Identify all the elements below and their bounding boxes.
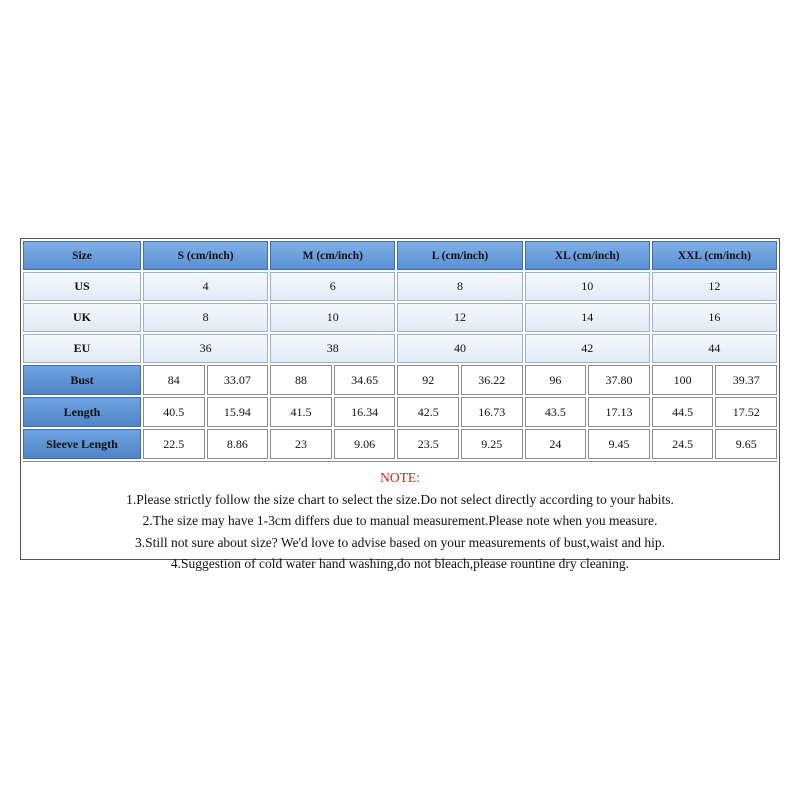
bust-l-inch: 36.22 <box>461 365 523 395</box>
size-conversion-table <box>21 239 779 365</box>
bust-s-cm: 84 <box>143 365 205 395</box>
length-xxl-inch: 17.52 <box>715 397 777 427</box>
header-size-label: Size <box>23 241 141 270</box>
uk-xxl: 16 <box>652 303 777 332</box>
length-xl-inch: 17.13 <box>588 397 650 427</box>
sleeve-xl-inch: 9.45 <box>588 429 650 459</box>
bust-xxl-cm: 100 <box>652 365 714 395</box>
note-line-1: 1.Please strictly follow the size chart to select the size.Do not select directly according to your habits. <box>126 491 674 507</box>
eu-l: 40 <box>397 334 522 363</box>
sleeve-m-cm: 23 <box>270 429 332 459</box>
length-l-inch: 16.73 <box>461 397 523 427</box>
header-size-s: S (cm/inch) <box>143 241 268 270</box>
measurement-table <box>21 365 779 461</box>
row-label-sleeve-length: Sleeve Length <box>23 429 141 459</box>
bust-xxl-inch: 39.37 <box>715 365 777 395</box>
sleeve-xxl-cm: 24.5 <box>652 429 714 459</box>
us-xl: 10 <box>525 272 650 301</box>
sleeve-xl-cm: 24 <box>525 429 587 459</box>
us-s: 4 <box>143 272 268 301</box>
note-line-3: 3.Still not sure about size? We'd love to advise based on your measurements of bust,waist and hip. <box>134 534 666 550</box>
note-line-4: 4.Suggestion of cold water hand washing,do not bleach,please rountine dry cleaning. <box>170 556 630 571</box>
row-label-eu: EU <box>23 334 141 363</box>
bust-l-cm: 92 <box>397 365 459 395</box>
length-m-inch: 16.34 <box>334 397 396 427</box>
header-size-xl: XL (cm/inch) <box>525 241 650 270</box>
row-label-length: Length <box>23 397 141 427</box>
header-size-m: M (cm/inch) <box>270 241 395 270</box>
eu-m: 38 <box>270 334 395 363</box>
eu-xl: 42 <box>525 334 650 363</box>
bust-m-cm: 88 <box>270 365 332 395</box>
us-xxl: 12 <box>652 272 777 301</box>
notes-section <box>23 461 777 575</box>
bust-s-inch: 33.07 <box>207 365 269 395</box>
length-s-cm: 40.5 <box>143 397 205 427</box>
note-line-2: 2.The size may have 1-3cm differs due to manual measurement.Please note when you measure. <box>142 513 658 528</box>
sleeve-s-cm: 22.5 <box>143 429 205 459</box>
length-s-inch: 15.94 <box>207 397 269 427</box>
us-l: 8 <box>397 272 522 301</box>
bust-xl-inch: 37.80 <box>588 365 650 395</box>
header-size-xxl: XXL (cm/inch) <box>652 241 777 270</box>
length-m-cm: 41.5 <box>270 397 332 427</box>
row-label-bust: Bust <box>23 365 141 395</box>
sleeve-s-inch: 8.86 <box>207 429 269 459</box>
row-label-us: US <box>23 272 141 301</box>
uk-l: 12 <box>397 303 522 332</box>
size-chart <box>20 238 780 571</box>
length-xxl-cm: 44.5 <box>652 397 714 427</box>
bust-m-inch: 34.65 <box>334 365 396 395</box>
sleeve-m-inch: 9.06 <box>334 429 396 459</box>
header-size-l: L (cm/inch) <box>397 241 522 270</box>
note-title: NOTE: <box>380 470 420 485</box>
bust-xl-cm: 96 <box>525 365 587 395</box>
us-m: 6 <box>270 272 395 301</box>
eu-xxl: 44 <box>652 334 777 363</box>
length-l-cm: 42.5 <box>397 397 459 427</box>
eu-s: 36 <box>143 334 268 363</box>
sleeve-l-cm: 23.5 <box>397 429 459 459</box>
uk-xl: 14 <box>525 303 650 332</box>
uk-m: 10 <box>270 303 395 332</box>
length-xl-cm: 43.5 <box>525 397 587 427</box>
sleeve-l-inch: 9.25 <box>461 429 523 459</box>
sleeve-xxl-inch: 9.65 <box>715 429 777 459</box>
row-label-uk: UK <box>23 303 141 332</box>
uk-s: 8 <box>143 303 268 332</box>
